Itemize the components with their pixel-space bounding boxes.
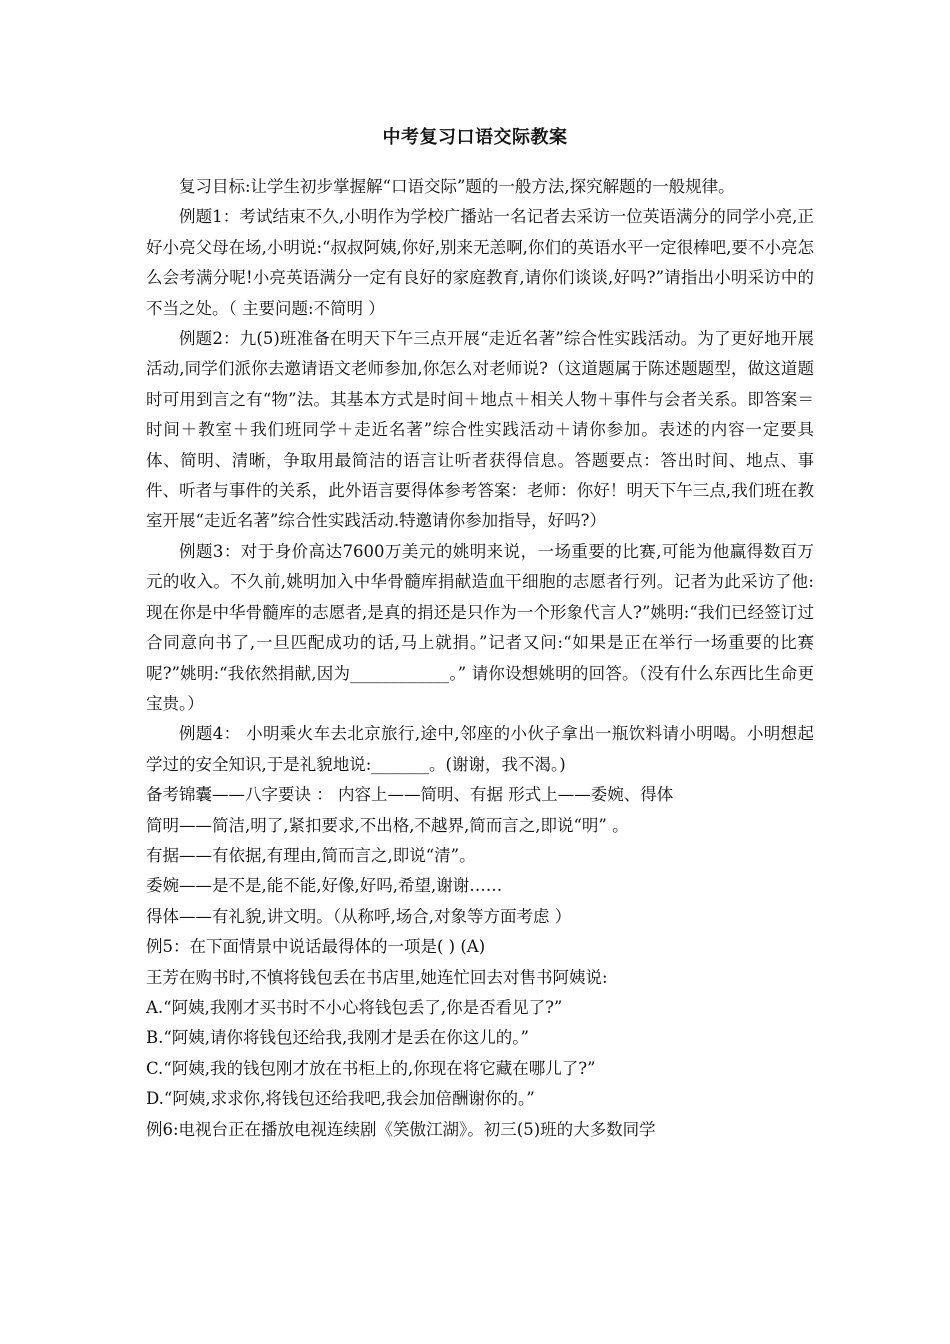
example-5-option-d: D.“阿姨,求求你,将钱包还给我吧,我会加倍酬谢你的。”	[146, 1089, 535, 1109]
document-body	[146, 172, 814, 1145]
tip-grounded: 有据——有依据,有理由,简而言之,即说“清”。	[146, 845, 476, 865]
paragraph-example-3: 例题3：对于身价高达7600万美元的姚明来说，一场重要的比赛,可能为他赢得数百万元的收入。不久前,姚明加入中华骨髓库捐献造血干细胞的志愿者行列。记者为此采访了他:现在你是中华骨髓库的志愿者,是真的捐还是只作为一个形象代言人?”姚明:“我们已经签订过合同意向书了,一旦匹配成功的话,马上就捐。”记者又问:“如果是正在举行一场重要的比赛呢?”姚明:“我依然捐献,因为____________。” 请你设想姚明的回答。（没有什么东西比生命更宝贵。）	[146, 541, 814, 713]
example-6-intro: 例6:电视台正在播放电视连续剧《笑傲江湖》。初三(5)班的大多数同学	[146, 1119, 656, 1139]
tips-heading: 备考锦囊——八字要诀 ： 内容上——简明、有据 形式上——委婉、得体	[146, 785, 674, 805]
tip-concise: 简明——简洁,明了,紧扣要求,不出格,不越界,简而言之,即说“明” 。	[146, 815, 629, 835]
tip-tactful: 委婉——是不是,能不能,好像,好吗,希望,谢谢……	[146, 876, 503, 896]
example-5-scenario: 王芳在购书时,不慎将钱包丢在书店里,她连忙回去对售书阿姨说:	[146, 967, 608, 987]
example-5-option-b: B.“阿姨,请你将钱包还给我,我刚才是丢在你这儿的。”	[146, 1028, 529, 1048]
paragraph-example-1: 例题1：考试结束不久,小明作为学校广播站一名记者去采访一位英语满分的同学小亮,正好小亮父母在场,小明说:“叔叔阿姨,你好,别来无恙啊,你们的英语水平一定很棒吧,要不小亮怎么会考满分呢!小亮英语满分一定有良好的家庭教育,请你们谈谈,好吗?”请指出小明采访中的不当之处。（ 主要问题:不简明 ）	[146, 207, 814, 318]
tip-appropriate: 得体——有礼貌,讲文明。（从称呼,场合,对象等方面考虑 ）	[146, 906, 572, 926]
document-title: 中考复习口语交际教案	[382, 127, 568, 148]
example-5-option-a: A.“阿姨,我刚才买书时不小心将钱包丢了,你是否看见了?”	[146, 997, 563, 1017]
example-5-question: 例5：在下面情景中说话最得体的一项是( ) (A)	[146, 937, 486, 957]
paragraph-objective: 复习目标:让学生初步掌握解“口语交际”题的一般方法,探究解题的一般规律。	[179, 177, 735, 196]
paragraph-example-4: 例题4： 小明乘火车去北京旅行,途中,邻座的小伙子拿出一瓶饮料请小明喝。小明想起学过的安全知识,于是礼貌地说:_______。(谢谢，我不渴。)	[146, 724, 814, 774]
example-5-option-c: C.“阿姨,我的钱包刚才放在书柜上的,你现在将它藏在哪儿了?”	[146, 1058, 596, 1078]
paragraph-example-2: 例题2：九(5)班准备在明天下午三点开展“走近名著”综合性实践活动。为了更好地开展活动,同学们派你去邀请语文老师参加,你怎么对老师说?（这道题属于陈述题题型，做这道题时可用到言之有“物”法。其基本方式是时间＋地点＋相关人物＋事件与会者关系。即答案＝时间＋教室＋我们班同学＋走近名著”综合性实践活动＋请你参加。表述的内容一定要具体、简明、清晰，争取用最简洁的语言让听者获得信息。答题要点：答出时间、地点、事件、听者与事件的关系，此外语言要得体参考答案：老师：你好！明天下午三点,我们班在教室开展“走近名著”综合性实践活动.特邀请你参加指导，好吗?）	[146, 329, 814, 531]
